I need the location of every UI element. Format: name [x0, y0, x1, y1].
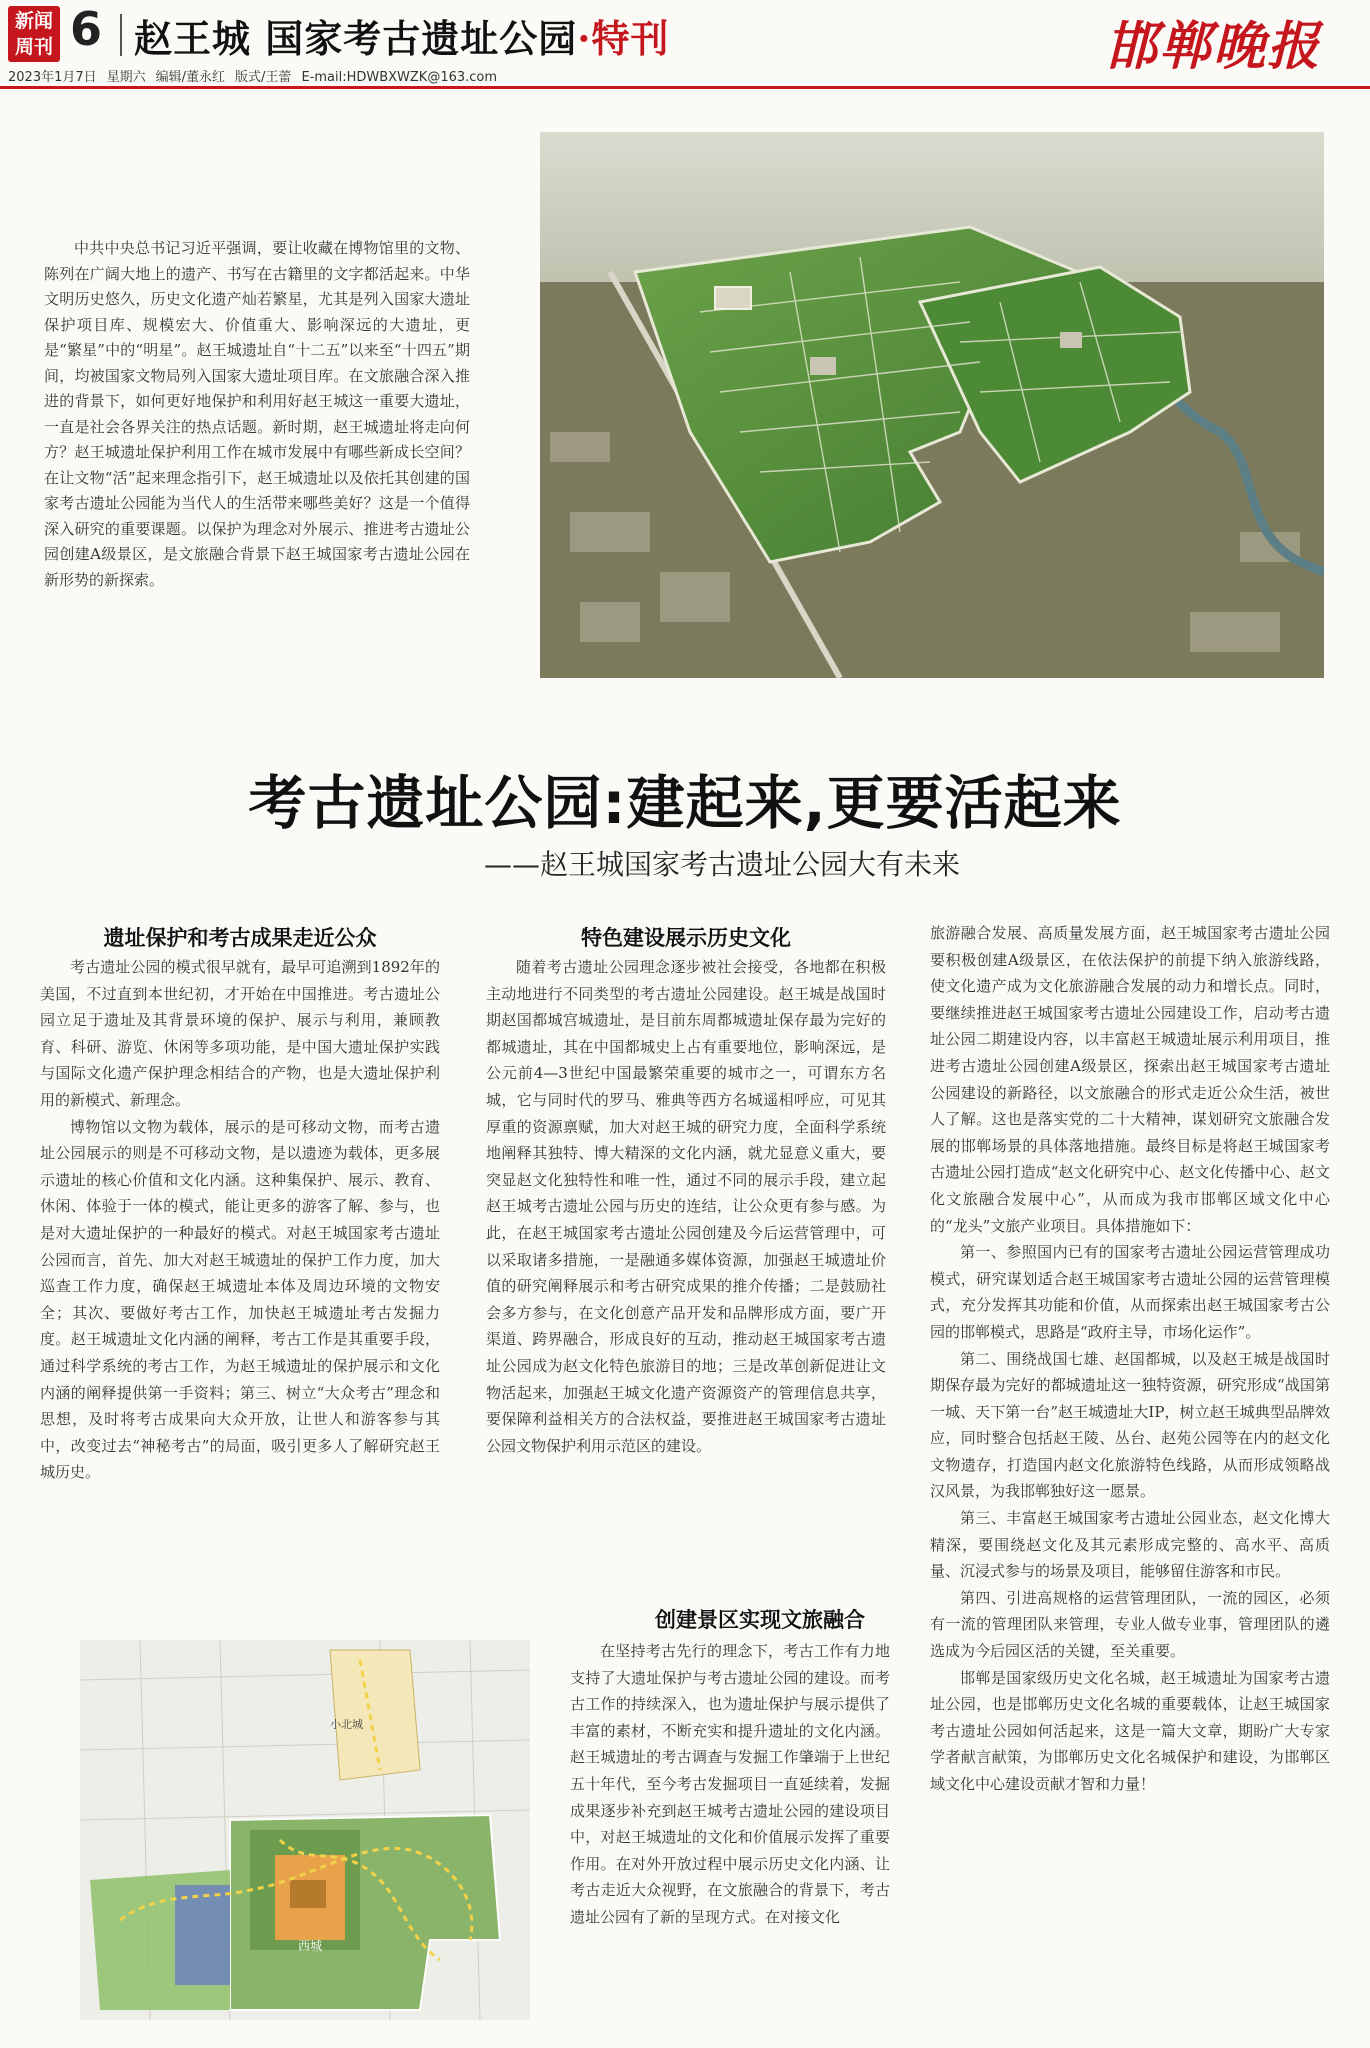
- page-number: 6: [70, 2, 103, 56]
- column-2-text: [486, 954, 886, 1459]
- column-3-paragraph: 第一、参照国内已有的国家考古遗址公园运营管理成功模式，研究谋划适合赵王城国家考古遗址公园的运营管理模式，充分发挥其功能和价值，从而探索出赵王城国家考古公园的邯郸模式，思路是“政府主导，市场化运作”。: [930, 1243, 1330, 1341]
- issue-weekday: 星期六: [106, 70, 146, 85]
- column-1-paragraph: 考古遗址公园的模式很早就有，最早可追溯到1892年的美国，不过直到本世纪初，才开始在中国推进。考古遗址公园立足于遗址及其背景环境的保护、展示与利用，兼顾教育、科研、游览、休闲等多项功能，是中国大遗址保护实践与国际文化遗产保护理念相结合的产物，也是大遗址保护利用的新模式、新理念。: [40, 958, 440, 1109]
- column-3-paragraph: 第三、丰富赵王城国家考古遗址公园业态，赵文化博大精深，要围绕赵文化及其元素形成完整的、高水平、高质量、沉浸式参与的场景及项目，能够留住游客和市民。: [930, 1509, 1330, 1581]
- column-1-paragraph: 博物馆以文物为载体，展示的是可移动文物，而考古遗址公园展示的则是不可移动文物，是以遗迹为载体，更多展示遗址的核心价值和文化内涵。这种集保护、展示、教育、休闲、体验于一体的模式，能让更多的游客了解、参与，也是对大遗址保护的一种最好的模式。对赵王城国家考古遗址公园而言，首先、加大对赵王城遗址的保护工作力度，加大巡查工作力度，确保赵王城遗址本体及周边环境的文物安全；其次、要做好考古工作，加快赵王城遗址考古发掘力度。赵王城遗址文化内涵的阐释，考古工作是其重要手段，通过科学系统的考古工作，为赵王城遗址的保护展示和文化内涵的阐释提供第一手资料；第三、树立“大众考古”理念和思想，及时将考古成果向大众开放，让世人和游客参与其中，改变过去“神秘考古”的局面，吸引更多人了解研究赵王城历史。: [40, 1117, 440, 1482]
- site-plan-illustration: [80, 1640, 530, 2020]
- section-heading-2: 特色建设展示历史文化: [581, 926, 791, 950]
- section-heading-3: 创建景区实现文旅融合: [655, 1608, 865, 1632]
- editor-credit: 编辑/董永红: [155, 70, 226, 85]
- column-3-paragraph: 邯郸是国家级历史文化名城，赵王城遗址为国家考古遗址公园，也是邯郸历史文化名城的重要载体，让赵王城国家考古遗址公园如何活起来，这是一篇大文章，期盼广大专家学者献言献策，为邯郸历史文化名城保护和建设，为邯郸区域文化中心建设贡献才智和力量！: [930, 1668, 1330, 1793]
- badge-line-1: 新闻: [14, 10, 53, 32]
- header-meta: [8, 66, 507, 85]
- section-heading-1: 遗址保护和考古成果走近公众: [103, 926, 377, 950]
- site-plan-map: [80, 1640, 530, 2020]
- section-title-dot: ·: [577, 16, 592, 61]
- map-label-north: 小北城: [330, 1718, 363, 1731]
- header-divider: [120, 14, 122, 56]
- intro-text: [44, 236, 470, 593]
- article-subheadline: ——赵王城国家考古遗址公园大有未来: [483, 848, 960, 881]
- newspaper-masthead: 邯郸晚报: [1105, 16, 1322, 77]
- column-1-text: [40, 954, 440, 1486]
- badge-line-2: 周刊: [14, 36, 53, 58]
- aerial-illustration: [540, 132, 1324, 678]
- column-3-paragraph: 旅游融合发展、高质量发展方面，赵王城国家考古遗址公园要积极创建A级景区，在依法保护的前提下纳入旅游线路，使文化遗产成为文化旅游融合发展的动力和增长点。同时，要继续推进赵王城国家考古遗址公园建设工作，启动考古遗址公园二期建设内容，以丰富赵王城遗址展示利用项目，推进考古遗址公园创建A级景区，探索出赵王城国家考古遗址公园建设的新路径，以文旅融合的形式走近公众生活，被世人了解。这也是落实党的二十大精神，谋划研究文旅融合发展的邯郸场景的具体落地措施。最终目标是将赵王城国家考古遗址公园打造成“赵文化研究中心、赵文化传播中心、赵文化文旅融合发展中心”，从而成为我市邯郸区域文化中心的“龙头”文旅产业项目。具体措施如下：: [930, 924, 1330, 1235]
- header-rule: [0, 86, 1370, 89]
- column-3-paragraph: 第四、引进高规格的运营管理团队，一流的园区，必须有一流的管理团队来管理，专业人做专业事，管理团队的遴选成为今后园区活的关键，至关重要。: [930, 1588, 1330, 1661]
- section-title: [134, 8, 669, 63]
- intro-paragraph: 中共中央总书记习近平强调，要让收藏在博物馆里的文物、陈列在广阔大地上的遗产、书写在古籍里的文字都活起来。中华文明历史悠久，历史文化遗产灿若繁星，尤其是列入国家大遗址保护项目库、规模宏大、价值重大、影响深远的大遗址，更是“繁星”中的“明星”。赵王城遗址自“十二五”以来至“十四五”期间，均被国家文物局列入国家大遗址项目库。在文旅融合深入推进的背景下，如何更好地保护和利用好赵王城这一重要大遗址，一直是社会各界关注的热点话题。新时期，赵王城遗址将走向何方？赵王城遗址保护利用工作在城市发展中有哪些新成长空间？在让文物“活”起来理念指引下，赵王城遗址以及依托其创建的国家考古遗址公园能为当代人的生活带来哪些美好？这是一个值得深入研究的重要课题。以保护为理念对外展示、推进考古遗址公园创建A级景区，是文旅融合背景下赵王城国家考古遗址公园在新形势的新探索。: [44, 239, 470, 589]
- layout-credit: 版式/王蕾: [235, 70, 292, 85]
- issue-date: 2023年1月7日: [8, 70, 97, 85]
- article-headline: 考古遗址公园:建起来,更要活起来: [248, 769, 1122, 837]
- contact-email: E-mail:HDWBXWZK@163.com: [301, 70, 498, 85]
- column-2b-paragraph: 在坚持考古先行的理念下，考古工作有力地支持了大遗址保护与考古遗址公园的建设。而考古工作的持续深入，也为遗址保护与展示提供了丰富的素材，不断充实和提升遗址的文化内涵。赵王城遗址的考古调查与发掘工作肇端于上世纪五十年代，至今考古发掘项目一直延续着，发掘成果逐步补充到赵王城考古遗址公园的建设项目中，对赵王城遗址的文化和价值展示发挥了重要作用。在对外开放过程中展示历史文化内涵、让考古走近大众视野，在文旅融合的背景下，考古遗址公园有了新的呈现方式。在对接文化: [570, 1642, 890, 1926]
- news-weekly-badge: [8, 6, 60, 62]
- column-3-paragraph: 第二、围绕战国七雄、赵国都城，以及赵王城是战国时期保存最为完好的都城遗址这一独特资源，研究形成“战国第一城、天下第一台”赵王城遗址大IP，树立赵王城典型品牌效应，同时整合包括赵王陵、丛台、赵苑公园等在内的赵文化文物遗存，打造国内赵文化旅游特色线路，从而形成领略战汉风景，为我邯郸独好这一愿景。: [930, 1349, 1330, 1501]
- map-label-west: 西城: [298, 1939, 323, 1953]
- section-title-special: 特刊: [591, 16, 670, 61]
- section-title-main: 赵王城 国家考古遗址公园: [134, 16, 578, 61]
- column-3-text: [930, 920, 1330, 1798]
- column-2b-text: [570, 1638, 890, 1931]
- column-2-paragraph: 随着考古遗址公园理念逐步被社会接受，各地都在积极主动地进行不同类型的考古遗址公园建设。赵王城是战国时期赵国都城宫城遗址，是目前东周都城遗址保存最为完好的都城遗址，其在中国都城史上占有重要地位，影响深远，是公元前4—3世纪中国最繁荣重要的城市之一，可谓东方名城，它与同时代的罗马、雅典等西方名城遥相呼应，可见其厚重的资源禀赋，加大对赵王城的研究力度，全面科学系统地阐释其独特、博大精深的文化内涵，就尤显意义重大，要突显赵文化独特性和唯一性，通过不同的展示手段，建立起赵王城考古遗址公园与历史的连结，让公众更有参与感。为此，在赵王城国家考古遗址公园创建及今后运营管理中，可以采取诸多措施，一是融通多媒体资源，加强赵王城遗址价值的研究阐释展示和考古研究成果的推介传播；二是鼓励社会多方参与，在文化创意产品开发和品牌形成方面，要广开渠道、跨界融合，形成良好的互动，推动赵王城国家考古遗址公园成为赵文化特色旅游目的地；三是改革创新促进让文物活起来，加强赵王城文化遗产资源资产的管理信息共享，要保障利益相关方的合法权益，要推进赵王城国家考古遗址公园文物保护利用示范区的建设。: [486, 958, 886, 1455]
- aerial-park-photo: [540, 132, 1324, 678]
